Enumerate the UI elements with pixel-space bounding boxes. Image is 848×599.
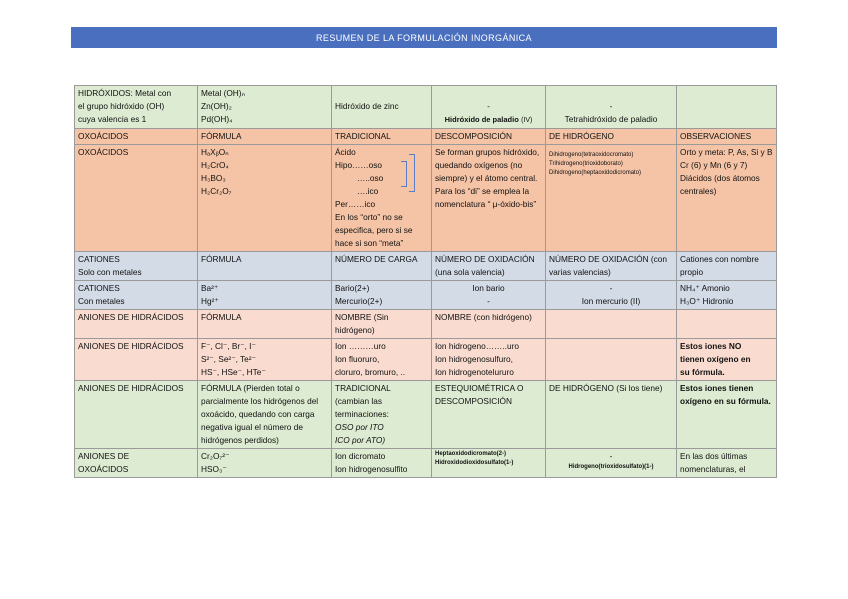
cell: ANIONES DE HIDRÁCIDOS [75, 339, 198, 381]
cell [677, 86, 777, 129]
table-row-aniones-hidracidos [75, 339, 777, 381]
cell: En las dos últimas nomenclaturas, el [677, 449, 777, 478]
table-row-oxoacidos [75, 145, 777, 252]
cell: OBSERVACIONES [677, 129, 777, 145]
cell: OXOÁCIDOS [75, 129, 198, 145]
table-row-cationes-header [75, 252, 777, 281]
cell: NÚMERO DE OXIDACIÓN (con varias valencias) [546, 252, 677, 281]
cell: Ion dicromato Ion hidrogenosulfito [332, 449, 432, 478]
banner-title: RESUMEN DE LA FORMULACIÓN INORGÁNICA [316, 32, 532, 43]
cell: CATIONES Solo con metales [75, 252, 198, 281]
cell: Ion hidrogeno……..uro Ion hidrogenosulfuro, Ion hidrogenotelururo [432, 339, 546, 381]
cell: - Ion mercurio (II) [546, 281, 677, 310]
cell: Cationes con nombre propio [677, 252, 777, 281]
table-row-aniones-oxoacidos [75, 449, 777, 478]
cell: DESCOMPOSICIÓN [432, 129, 546, 145]
cell: NH₄⁺ Amonio H₃O⁺ Hidronio [677, 281, 777, 310]
cell: - Hidrogeno(trioxidosulfato)(1-) [546, 449, 677, 478]
cell: DE HIDRÓGENO [546, 129, 677, 145]
bracket-mark [401, 161, 407, 187]
cell: HIDRÓXIDOS: Metal con el grupo hidróxido (OH) cuya valencia es 1 [75, 86, 198, 129]
cell: Hidróxido de zinc [332, 86, 432, 129]
table-row-aniones-hidracidos-header [75, 310, 777, 339]
cell [546, 339, 677, 381]
cell: CATIONES Con metales [75, 281, 198, 310]
cell: FÓRMULA [198, 252, 332, 281]
bracket-mark [409, 154, 415, 192]
cell: ANIONES DE OXOÁCIDOS [75, 449, 198, 478]
cell [677, 310, 777, 339]
cell: DE HIDRÓGENO (Si los tiene) [546, 381, 677, 449]
cell: NOMBRE (con hidrógeno) [432, 310, 546, 339]
cell: ANIONES DE HIDRÁCIDOS [75, 310, 198, 339]
cell: Ácido Hipo……oso …..oso ….ico Per……ico En los “orto” no se especifica, pero si se hace si son “meta” [332, 145, 432, 252]
cell: Orto y meta: P, As, Si y B Cr (6) y Mn (6 y 7) Diácidos (dos átomos centrales) [677, 145, 777, 252]
cell: TRADICIONAL [332, 129, 432, 145]
cell: ESTEQUIOMÉTRICA O DESCOMPOSICIÓN [432, 381, 546, 449]
cell: Cr₂O₇²⁻ HSO₃⁻ [198, 449, 332, 478]
cell: Heptaoxidodicromato(2-) Hidroxidodioxidosulfato(1-) [432, 449, 546, 478]
cell: OXOÁCIDOS [75, 145, 198, 252]
cell: Estos iones tienen oxígeno en su fórmula. [677, 381, 777, 449]
cell: Dihidrogeno(tetraoxidocromato) Trihidrogeno(trioxidoborato) Dihidrogeno(heptaoxidodicromato) [546, 145, 677, 252]
cell: Ion bario - [432, 281, 546, 310]
cell: FÓRMULA [198, 129, 332, 145]
cell: Metal (OH)ₙ Zn(OH)₂ Pd(OH)₄ [198, 86, 332, 129]
cell: Ba²⁺ Hg²⁺ [198, 281, 332, 310]
cell: NÚMERO DE CARGA [332, 252, 432, 281]
cell: - Hidróxido de paladio (IV) [432, 86, 546, 129]
table-row-hidroxidos [75, 86, 777, 129]
cell: - Tetrahidróxido de paladio [546, 86, 677, 129]
cell: HₐXᵦOₙ H₂CrO₄ H₃BO₃ H₂Cr₂O₇ [198, 145, 332, 252]
title-banner [71, 27, 777, 48]
cell: F⁻, Cl⁻, Br⁻, I⁻ S²⁻, Se²⁻, Te²⁻ HS⁻, HSe⁻, HTe⁻ [198, 339, 332, 381]
table-row-oxoacidos-header [75, 129, 777, 145]
cell: Se forman grupos hidróxido, quedando oxígenos (no siempre) y el átomo central. Para los “di” se emplea la nomenclatura “ μ-óxido-bis” [432, 145, 546, 252]
table-row-cationes [75, 281, 777, 310]
formulation-table [74, 85, 777, 478]
cell: Ion ………uro Ion fluoruro, cloruro, bromuro, .. [332, 339, 432, 381]
cell: NOMBRE (Sin hidrógeno) [332, 310, 432, 339]
table-row-aniones-oxoacidos-header [75, 381, 777, 449]
cell [546, 310, 677, 339]
cell: Estos iones NO tienen oxígeno en su fórmula. [677, 339, 777, 381]
cell: FÓRMULA (Pierden total o parcialmente los hidrógenos del oxoácido, quedando con carga negativa igual el número de hidrógenos perdidos) [198, 381, 332, 449]
cell: TRADICIONAL (cambian las terminaciones: OSO por ITO ICO por ATO) [332, 381, 432, 449]
cell: ANIONES DE HIDRÁCIDOS [75, 381, 198, 449]
cell: FÓRMULA [198, 310, 332, 339]
cell: NÚMERO DE OXIDACIÓN (una sola valencia) [432, 252, 546, 281]
cell: Bario(2+) Mercurio(2+) [332, 281, 432, 310]
